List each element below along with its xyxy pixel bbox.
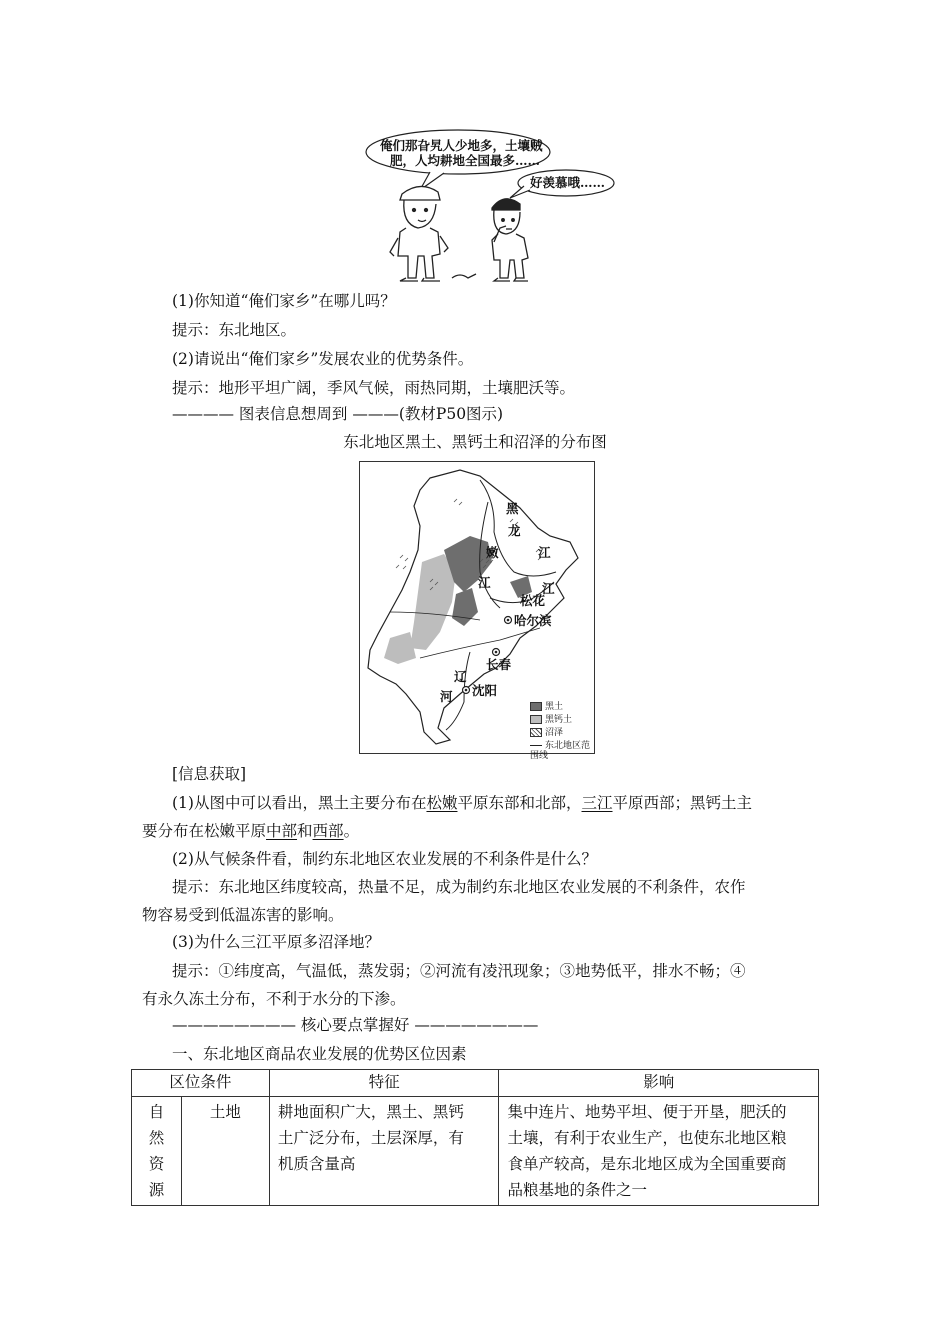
map-label-long: 龙 xyxy=(508,523,521,538)
legend-line-boundary xyxy=(530,745,542,746)
map-label-he: 河 xyxy=(440,689,453,704)
underline-sanjiang: 三江 xyxy=(581,794,613,812)
info-3-answer-line-2: 有永久冻土分布，不利于水分的下渗。 xyxy=(142,990,406,1008)
map-label-changchun: 长春 xyxy=(486,657,512,672)
underline-central: 中部 xyxy=(266,822,298,840)
map-label-jiang-1: 江 xyxy=(538,545,551,560)
info-2-question: (2)从气候条件看，制约东北地区农业发展的不利条件是什么？ xyxy=(172,850,597,868)
underline-western: 西部 xyxy=(312,822,344,840)
info-2-answer-line-2: 物容易受到低温冻害的影响。 xyxy=(142,906,344,924)
legend-item-black-soil: 黑土 xyxy=(530,702,563,712)
legend-swatch-black-soil xyxy=(530,702,542,711)
cartoon-illustration xyxy=(360,128,622,284)
map-label-nen: 嫩 xyxy=(486,545,499,560)
info-1-line-1: (1)从图中可以看出，黑土主要分布在松嫩平原东部和北部，三江平原西部；黑钙土主 xyxy=(172,794,753,812)
cell-feature: 耕地面积广大，黑土、黑钙 土广泛分布，土层深厚，有 机质含量高 xyxy=(269,1097,499,1206)
info-1-line-2: 要分布在松嫩平原中部和西部。 xyxy=(142,822,360,840)
advantages-table xyxy=(131,1069,819,1206)
underline-songnen: 松嫩 xyxy=(426,794,458,812)
speech-bubble-line-1: 俺们那旮旯人少地多，土壤贼 xyxy=(380,138,543,153)
legend-swatch-swamp xyxy=(530,728,542,737)
table-row xyxy=(132,1097,819,1206)
legend-item-chernozem: 黑钙土 xyxy=(530,715,572,725)
info-3-question: (3)为什么三江平原多沼泽地？ xyxy=(172,933,380,951)
cell-natural-resources: 自 然 资 源 xyxy=(132,1097,182,1206)
legend-item-swamp: 沼泽 xyxy=(530,728,563,738)
section-heading-key-points: ———————— 核心要点掌握好 ———————— xyxy=(172,1016,539,1034)
map-label-hei: 黑 xyxy=(506,501,519,516)
map-label-jiang-3: 江 xyxy=(542,581,555,596)
table-header-row xyxy=(132,1070,819,1097)
legend-item-boundary: 东北地区范围线 xyxy=(530,741,591,761)
cell-impact: 集中连片、地势平坦、便于开垦，肥沃的 土壤，有利于农业生产，也使东北地区粮 食单产较高，是东北地区成为全国重要商 品粮基地的条件之一 xyxy=(499,1097,819,1206)
info-3-answer-line-1: 提示：①纬度高，气温低，蒸发弱；②河流有凌汛现象；③地势低平，排水不畅；④ xyxy=(172,962,746,980)
answer-2: 提示：地形平坦广阔，季风气候，雨热同期，土壤肥沃等。 xyxy=(172,379,576,397)
map-label-harbin: 哈尔滨 xyxy=(514,613,552,628)
map-label-liao: 辽 xyxy=(454,669,467,684)
answer-1: 提示：东北地区。 xyxy=(172,321,297,339)
speech-bubble-2: 好羡慕哦…… xyxy=(530,175,606,190)
map-label-songhua: 松花 xyxy=(520,593,546,608)
question-2: (2)请说出“俺们家乡”发展农业的优势条件。 xyxy=(172,350,474,368)
cell-land: 土地 xyxy=(181,1097,269,1206)
header-location-conditions: 区位条件 xyxy=(132,1070,270,1097)
legend-swatch-chernozem xyxy=(530,715,542,724)
map-label-shenyang: 沈阳 xyxy=(472,683,498,698)
header-features: 特征 xyxy=(269,1070,499,1097)
question-1: (1)你知道“俺们家乡”在哪儿吗？ xyxy=(172,292,396,310)
info-2-answer-line-1: 提示：东北地区纬度较高，热量不足，成为制约东北地区农业发展的不利条件，农作 xyxy=(172,878,746,896)
table-title: 一、东北地区商品农业发展的优势区位因素 xyxy=(172,1045,467,1063)
map-label-jiang-2: 江 xyxy=(478,575,491,590)
section-heading-chart-info: ———— 图表信息想周到 ———(教材P50图示) xyxy=(172,405,504,423)
map-figure xyxy=(359,461,595,761)
info-heading: [信息获取] xyxy=(172,765,247,783)
speech-bubble-line-2: 肥，人均耕地全国最多…… xyxy=(390,153,541,168)
header-impact: 影响 xyxy=(499,1070,819,1097)
map-title: 东北地区黑土、黑钙土和沼泽的分布图 xyxy=(343,433,607,451)
